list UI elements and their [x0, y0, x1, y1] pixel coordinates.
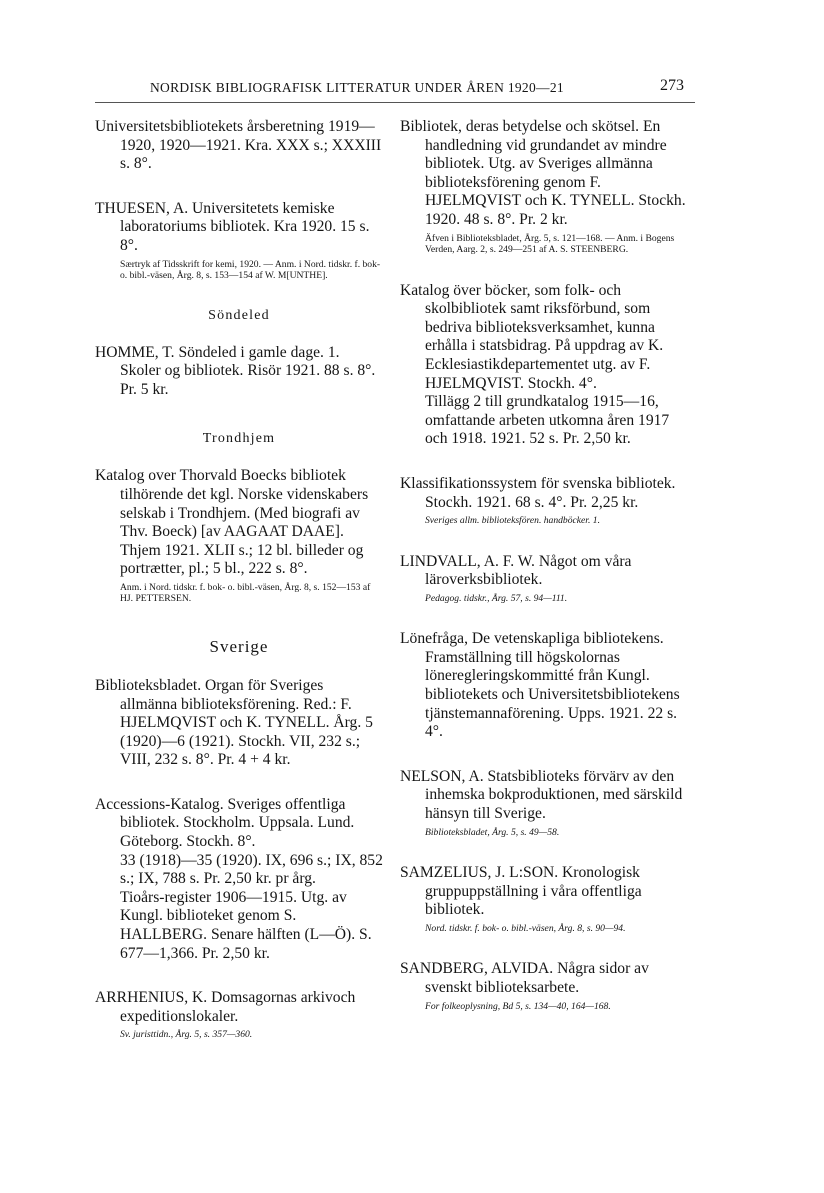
entry-accessions-register: Tioårs-register 1906—1915. Utg. av Kungl. biblioteket genom S. HALLBERG. Senare hälften (L—Ö). S. 677—1,366. Pr. 2,50 kr. [120, 888, 372, 962]
entry-accessions-katalog: Accessions-Katalog. Sveriges offentliga bibliotek. Stockholm. Uppsala. Lund. Göteborg. Stockh. 8°. [95, 795, 355, 851]
entry-sandberg: SANDBERG, ALVIDA. Några sidor av svenskt biblioteksarbete. [400, 960, 649, 996]
page-header [150, 78, 684, 102]
entry-samzelius: SAMZELIUS, J. L:SON. Kronologisk gruppuppställning i våra offentliga bibliotek. [400, 864, 642, 919]
entry-samzelius-note: Nord. tidskr. f. bok- o. bibl.-väsen, Årg. 8, s. 90—94. [425, 922, 626, 934]
page-number: 273 [660, 77, 684, 94]
entry-lindvall-note: Pedagog. tidskr., Årg. 57, s. 94—111. [425, 592, 568, 604]
entry-bibliotek-skotsel-note: Äfven i Biblioteksbladet, Årg. 5, s. 121—168. — Anm. i Bogens Verden, Aarg. 2, s. 249—251 af A. S. STEENBERG. [425, 232, 675, 256]
right-column [400, 118, 688, 1012]
entry-klassifikationssystem: Klassifikationssystem för svenska bibliotek. Stockh. 1921. 68 s. 4°. Pr. 2,25 kr. [400, 474, 676, 511]
entry-lindvall: LINDVALL, A. F. W. Något om våra läroverksbibliotek. [400, 552, 632, 589]
entry-nelson: NELSON, A. Statsbiblioteks förvärv av den inhemska bokproduktionen, med särskild hänsyn till Sverige. [400, 767, 683, 823]
left-column [95, 118, 383, 1041]
entry-lonefraga: Lönefråga, De vetenskapliga bibliotekens. Framställning till högskolornas löneregleringskommitté från Kungl. bibliotekets och Universitetsbibliotekens tjänstemannaförening. Upps. 1921. 22 s. 4°. [400, 630, 680, 741]
entry-universitetsbibliotekets: Universitetsbibliotekets årsberetning 1919—1920, 1920—1921. Kra. XXX s.; XXXIII s. 8°. [95, 118, 382, 173]
header-rule [95, 102, 695, 103]
entry-arrhenius-note: Sv. juristtidn., Årg. 5, s. 357—360. [120, 1029, 253, 1041]
entry-katalog-bocker-tillagg: Tillägg 2 till grundkatalog 1915—16, omfattande arbeten utkomna åren 1917 och 1918. 1921. 52 s. Pr. 2,50 kr. [425, 393, 670, 448]
entry-katalog-boeck: Katalog over Thorvald Boecks bibliotek tilhörende det kgl. Norske videnskabers selskab i Trondhjem. (Med biografi av Thv. Boeck) [av AAGAAT DAAE]. Thjem 1921. XLII s.; 12 bl. billeder og portrætter, pl.; 5 bl., 222 s. 8°. [95, 467, 369, 578]
section-title-trondhjem: Trondhjem [202, 431, 276, 447]
entry-homme: HOMME, T. Söndeled i gamle dage. 1. Skoler og bibliotek. Risör 1921. 88 s. 8°. Pr. 5 kr. [95, 343, 376, 398]
entry-sandberg-note: For folkeoplysning, Bd 5, s. 134—40, 164—168. [425, 1000, 611, 1012]
entry-katalog-boeck-note: Anm. i Nord. tidskr. f. bok- o. bibl.-väsen, Årg. 8, s. 152—153 af HJ. PETTERSEN. [120, 581, 371, 605]
entry-katalog-bocker: Katalog över böcker, som folk- och skolbibliotek samt riksförbund, som bedriva biblioteksverksamhet, kunna erhålla i statsbidrag. På uppdrag av K. Ecklesiastikdepartementet utg. av F. HJELMQVIST. Stockh. 4°. [400, 281, 664, 392]
entry-biblioteksbladet: Biblioteksbladet. Organ för Sveriges allmänna biblioteksförening. Red.: F. HJELMQVIST och K. TYNELL. Årg. 5 (1920)—6 (1921). Stockh. VII, 232 s.; VIII, 232 s. 8°. Pr. 4 + 4 kr. [95, 676, 373, 769]
entry-klassifikationssystem-note: Sveriges allm. biblioteksfören. handböcker. 1. [425, 515, 600, 527]
entry-bibliotek-skotsel: Bibliotek, deras betydelse och skötsel. En handledning vid grundandet av mindre bibliotek. Utg. av Sveriges allmänna biblioteksförening genom F. HJELMQVIST och K. TYNELL. Stockh. 1920. 48 s. 8°. Pr. 2 kr. [400, 118, 686, 228]
entry-accessions-volumes: 33 (1918)—35 (1920). IX, 696 s.; IX, 852 s.; IX, 788 s. Pr. 2,50 kr. pr årg. [120, 851, 383, 888]
section-title-sverige: Sverige [209, 636, 269, 656]
running-title: NORDISK BIBLIOGRAFISK LITTERATUR UNDER ÅREN 1920—21 [150, 80, 564, 95]
section-title-sondeled: Söndeled [208, 307, 270, 323]
entry-thuesen: THUESEN, A. Universitetets kemiske laboratoriums bibliotek. Kra 1920. 15 s. 8°. [95, 199, 370, 254]
entry-nelson-note: Biblioteksbladet, Årg. 5, s. 49—58. [425, 826, 560, 838]
entry-arrhenius: ARRHENIUS, K. Domsagornas arkivoch expeditionslokaler. [95, 989, 356, 1025]
entry-thuesen-note: Særtryk af Tidsskrift for kemi, 1920. — Anm. i Nord. tidskr. f. bok- o. bibl.-väsen, Årg. 8, s. 153—154 af W. M[UNTHE]. [120, 258, 381, 282]
